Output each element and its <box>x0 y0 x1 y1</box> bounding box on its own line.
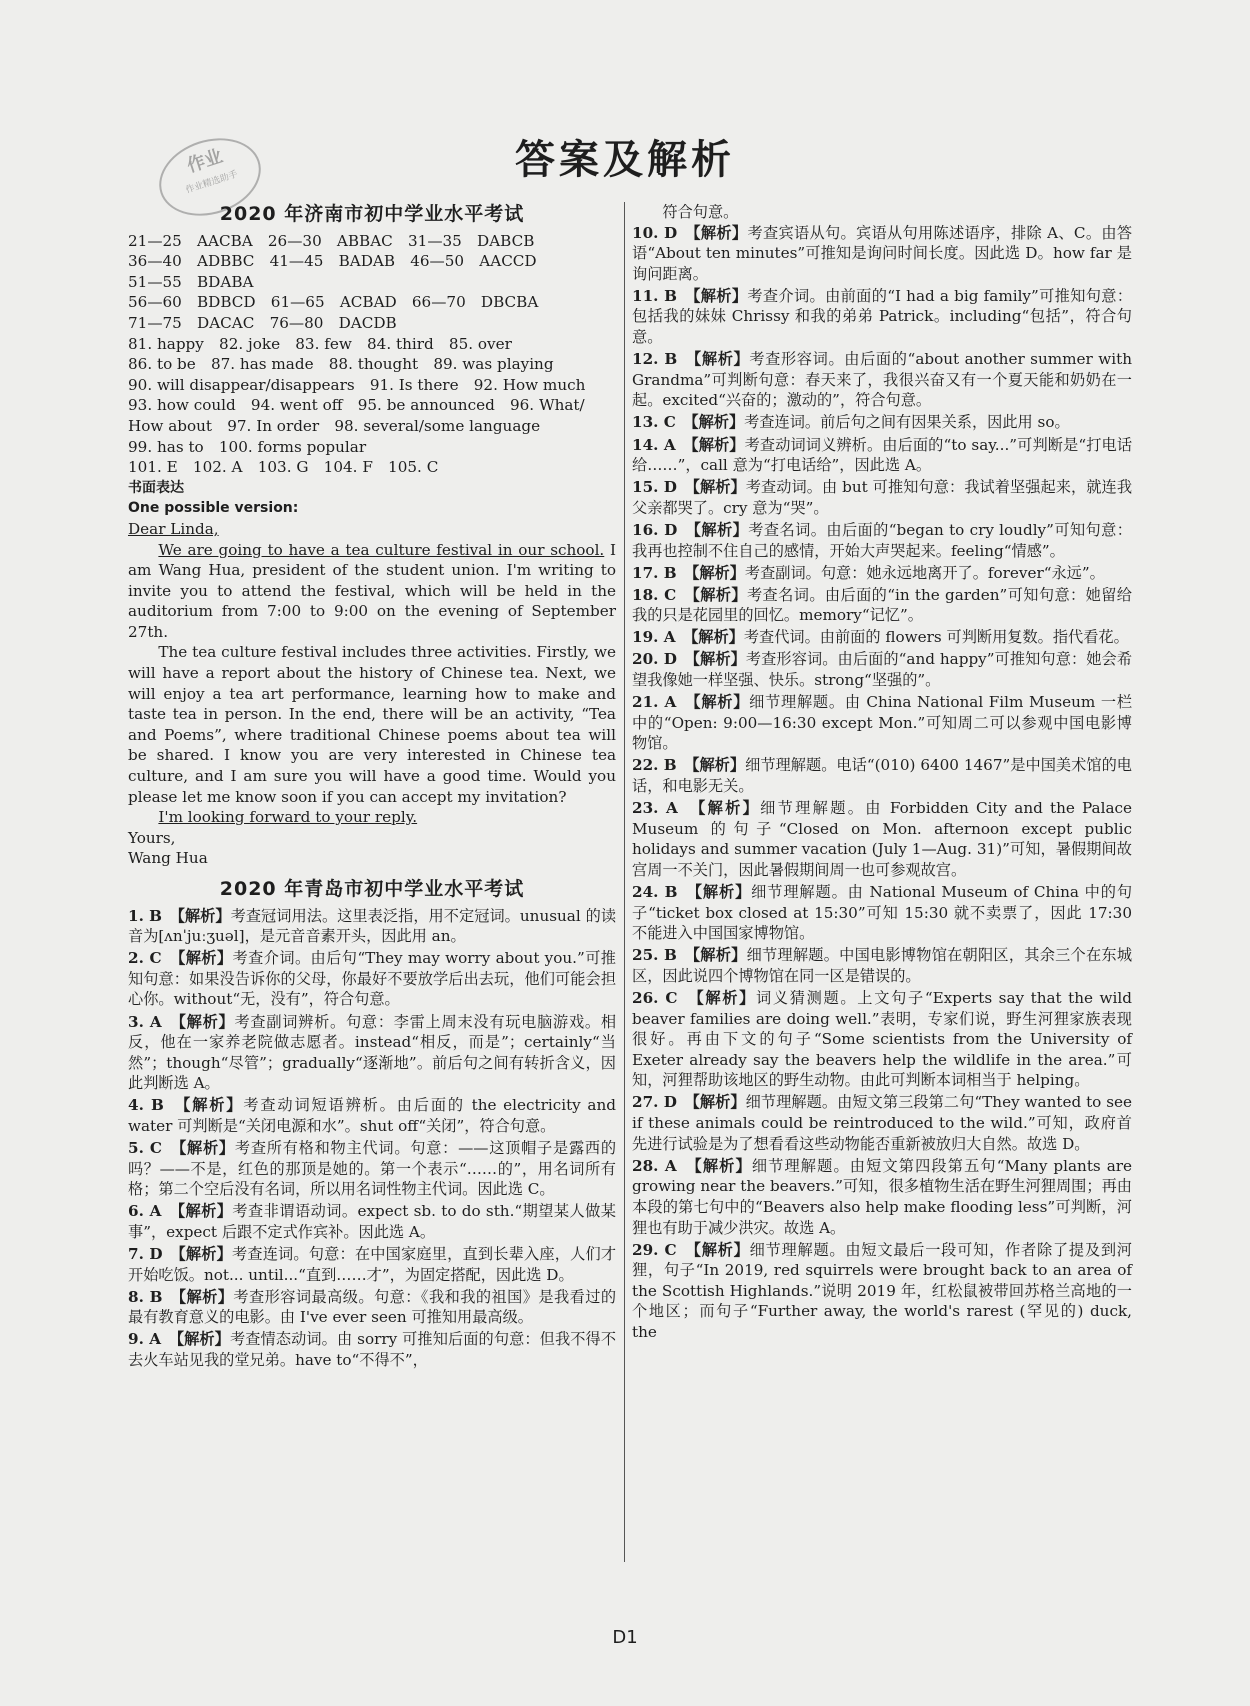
item-answer: 22. B <box>632 756 677 775</box>
explanation-item <box>632 798 1132 880</box>
analysis-tag: 【解析】 <box>693 350 750 369</box>
item-answer: 6. A <box>128 1202 162 1221</box>
item-text: 考查冠词用法。这里表泛指，用不定冠词。unusual 的读音为[ʌnˈjuːʒuəl]，是元音音素开头，因此用 an。 <box>128 906 617 946</box>
item-answer: 28. A <box>632 1156 677 1175</box>
item-answer: 5. C <box>128 1139 162 1158</box>
analysis-tag: 【解析】 <box>692 650 746 669</box>
explanation-item <box>632 627 1132 648</box>
analysis-tag: 【解析】 <box>693 223 748 242</box>
item-answer: 16. D <box>632 520 678 539</box>
analysis-tag: 【解析】 <box>178 1287 234 1306</box>
letter-closing: Yours, <box>128 828 176 847</box>
item-text: 考查非谓语动词。expect sb. to do sth.“期望某人做某事”，expect 后跟不定式作宾补。因此选 A。 <box>128 1202 616 1241</box>
item-answer: 13. C <box>632 413 676 432</box>
item-text: 细节理解题。由短文第四段第五句“Many plants are growing near the beavers.”可知，很多植物生活在野生河狸周围；再由本段的第七句中的“Beavers also help make flooding less”可判断，河狸也有助于减少洪灾。故选 A。 <box>632 1156 1132 1237</box>
analysis-tag: 【解析】 <box>690 628 744 647</box>
version-label: One possible version: <box>128 500 299 517</box>
jinan-exam-heading: 2020 年济南市初中学业水平考试 <box>219 203 525 225</box>
item-text: 考查副词辨析。句意：李雷上周末没有玩电脑游戏。相反，他在一家养老院做志愿者。instead“相反，而是”；certainly“当然”；though“尽管”；gradually“逐渐地”。前后句之间有转折含义，因此判断选 A。 <box>128 1012 617 1093</box>
item-text: 考查动词。由 but 可推知句意：我试着坚强起来，就连我父亲都哭了。cry 意为“哭”。 <box>632 478 1133 517</box>
item-text: 考查连词。句意：在中国家庭里，直到长辈入座，人们才开始吃饭。not... until...“直到……才”，为固定搭配，因此选 D。 <box>128 1245 617 1284</box>
explanation-item <box>128 1012 616 1094</box>
item-answer: 7. D <box>128 1245 163 1264</box>
item-answer: 12. B <box>632 350 678 369</box>
page-number: D1 <box>612 1627 638 1648</box>
letter-paragraph-3: I'm looking forward to your reply. <box>158 808 418 827</box>
item-answer: 3. A <box>128 1012 162 1031</box>
analysis-tag: 【解析】 <box>692 286 748 305</box>
item-text: 细节理解题。电话“(010) 6400 1467”是中国美术馆的电话，和电影无关。 <box>632 756 1132 796</box>
item-answer: 27. D <box>632 1093 677 1112</box>
answer-line: 21—25 AACBA 26—30 ABBAC 31—35 DABCB <box>128 231 535 250</box>
item-answer: 19. A <box>632 628 676 647</box>
item-text: 考查代词。由前面的 flowers 可判断用复数。指代看花。 <box>743 628 1129 647</box>
page-title: 答案及解析 <box>515 137 735 183</box>
writing-label: 书面表达 <box>128 479 184 496</box>
analysis-tag: 【解析】 <box>692 946 747 965</box>
analysis-tag: 【解析】 <box>178 1245 232 1264</box>
continuation-text: 符合句意。 <box>662 203 739 221</box>
item-text: 细节理解题。由 National Museum of China 中的句子“ticket box closed at 15:30”可知 15:30 就不卖票了，因此 17:30 不能进入中国国家博物馆。 <box>632 883 1133 943</box>
writing-section <box>128 478 616 869</box>
analysis-tag: 【解析】 <box>696 988 757 1007</box>
analysis-tag: 【解析】 <box>177 949 233 968</box>
item-answer: 20. D <box>632 650 677 669</box>
item-text: 词义猜测题。上文句子“Experts say that the wild beaver families are doing well.”表明，专家们说，野生河狸家族表现很好。再由下文的句子“Some scientists from the University of Exeter already say the beavers help the wildlife in the area.”可知，河狸帮助该地区的野生动物。由此可判断本词相当于 helping。 <box>632 988 1132 1090</box>
item-text: 考查形容词。由后面的“about another summer with Grandma”可判断句意：春天来了，我很兴奋又有一个夏天能和奶奶在一起。excited“兴奋的；激动的”，符合句意。 <box>632 350 1132 410</box>
answer-line: 36—40 ADBBC 41—45 BADAB 46—50 AACCD <box>128 252 537 271</box>
answer-line: 51—55 BDABA <box>128 272 254 291</box>
explanation-item <box>128 948 616 1010</box>
answer-line: 93. how could 94. went off 95. be announced 96. What/ <box>128 396 585 415</box>
answer-key <box>128 231 616 478</box>
answer-line: 56—60 BDBCD 61—65 ACBAD 66—70 DBCBA <box>128 293 539 312</box>
explanation-item <box>632 1156 1132 1238</box>
analysis-tag: 【解析】 <box>693 520 749 539</box>
stamp-subtext: 作业精选助手 <box>184 169 240 196</box>
item-answer: 29. C <box>632 1240 677 1259</box>
analysis-tag: 【解析】 <box>177 1202 233 1221</box>
analysis-tag: 【解析】 <box>182 1096 244 1115</box>
explanation-item <box>632 223 1132 285</box>
explanation-item <box>128 1138 616 1200</box>
analysis-tag: 【解析】 <box>176 1330 230 1349</box>
analysis-tag: 【解析】 <box>691 756 746 775</box>
analysis-tag: 【解析】 <box>692 585 747 604</box>
qingdao-exam-heading: 2020 年青岛市初中学业水平考试 <box>219 878 525 900</box>
explanation-item <box>632 988 1132 1091</box>
explanation-item <box>128 1095 616 1136</box>
explanation-item <box>632 585 1132 626</box>
item-text: 考查形容词最高级。句意：《我和我的祖国》是我看过的最有教育意义的电影。由 I've ever seen 可推知用最高级。 <box>128 1287 617 1327</box>
letter-paragraph-1 <box>128 540 616 643</box>
item-answer: 24. B <box>632 883 678 901</box>
item-text: 考查动词短语辨析。由后面的 the electricity and water 可判断是“关闭电源和水”。shut off“关闭”，符合句意。 <box>128 1096 616 1136</box>
item-text: 考查宾语从句。宾语从句用陈述语序，排除 A、C。由答语“About ten minutes”可推知是询问时间长度。因此选 D。how far 是询问距离。 <box>632 223 1133 283</box>
item-text: 考查所有格和物主代词。句意：——这顶帽子是露西的吗？——不是，红色的那顶是她的。第一个表示“……的”，用名词所有格；第二个空后没有名词，所以用名词性物主代词。因此选 C。 <box>128 1139 617 1199</box>
answer-line: 99. has to 100. forms popular <box>128 437 367 456</box>
item-text: 考查副词。句意：她永远地离开了。forever“永远”。 <box>744 563 1105 582</box>
column-divider <box>624 202 625 1562</box>
explanation-item <box>632 349 1132 411</box>
analysis-tag: 【解析】 <box>691 413 745 432</box>
item-answer: 26. C <box>632 988 678 1007</box>
item-answer: 11. B <box>632 286 677 305</box>
analysis-tag: 【解析】 <box>178 1012 235 1031</box>
underlined-sentence: We are going to have a tea culture festival in our school. <box>158 540 605 559</box>
explanation-item <box>128 1287 616 1328</box>
analysis-tag: 【解析】 <box>691 435 745 454</box>
item-text: 考查名词。由后面的“in the garden”可知句意：她留给我的只是花园里的回忆。memory“记忆”。 <box>632 585 1132 625</box>
analysis-tag: 【解析】 <box>692 1093 746 1112</box>
item-text: 考查连词。前后句之间有因果关系，因此用 so。 <box>744 413 1070 432</box>
item-text: 考查情态动词。由 sorry 可推知后面的句意：但我不得不去火车站见我的堂兄弟。have to“不得不”， <box>128 1330 617 1370</box>
item-answer: 10. D <box>632 223 678 242</box>
answer-line: 81. happy 82. joke 83. few 84. third 85. over <box>128 334 512 353</box>
item-text: 细节理解题。由短文最后一段可知，作者除了提及到河狸，句子“In 2019, red squirrels were brought back to an area of the Scottish Highlands.”说明 2019 年，红松鼠被带回苏格兰高地的一个地区；而句子“Further away, the world's rarest (罕见的) duck, the <box>632 1240 1132 1341</box>
explanation-item <box>128 1329 616 1370</box>
item-text: 考查介词。由后句“They may worry about you.”可推知句意：如果没告诉你的父母，你最好不要放学后出去玩，他们可能会担心你。without“无，没有”，符合句意。 <box>128 949 616 1009</box>
item-answer: 21. A <box>632 693 677 712</box>
item-text: 考查动词词义辨析。由后面的“to say...”可判断是“打电话给……”，call 意为“打电话给”，因此选 A。 <box>632 435 1133 475</box>
item-answer: 17. B <box>632 563 677 582</box>
stamp-text: 作业 <box>184 145 226 177</box>
analysis-tag: 【解析】 <box>177 906 231 925</box>
item-text: 考查介词。由前面的“I had a big family”可推知句意：包括我的妹妹 Chrissy 和我的弟弟 Patrick。including“包括”，符合句意。 <box>632 286 1133 347</box>
explanation-item <box>632 692 1132 754</box>
answer-line: 71—75 DACAC 76—80 DACDB <box>128 313 397 332</box>
explanation-item <box>632 435 1132 476</box>
analysis-tag: 【解析】 <box>692 693 750 712</box>
analysis-tag: 【解析】 <box>694 1156 752 1175</box>
item-answer: 1. B <box>128 906 163 925</box>
item-answer: 14. A <box>632 435 676 454</box>
salutation: Dear Linda, <box>128 519 219 538</box>
left-explanations <box>128 906 616 1371</box>
item-text: 考查名词。由后面的“began to cry loudly”可知句意：我再也控制不住自己的感情，开始大声哭起来。feeling“情感”。 <box>632 520 1132 560</box>
explanation-item <box>632 477 1132 518</box>
analysis-tag: 【解析】 <box>693 1240 750 1259</box>
item-answer: 4. B <box>128 1096 164 1115</box>
answer-line: 86. to be 87. has made 88. thought 89. was playing <box>128 355 554 374</box>
explanation-item <box>632 755 1132 796</box>
analysis-tag: 【解析】 <box>692 478 746 497</box>
explanation-item <box>128 1201 616 1242</box>
letter-paragraph-2: The tea culture festival includes three activities. Firstly, we will have a report about the history of Chinese tea. Next, we will enjoy a tea art performance, learning how to make and taste tea in person. In the end, there will be an activity, “Tea and Poems”, where traditional Chinese poems about tea will be shared. I know you are very interested in Chinese tea culture, and I am sure you will have a good time. Would you please let me know soon if you can accept my invitation? <box>128 643 616 806</box>
item-text: 细节理解题。由 China National Film Museum 一栏中的“Open: 9:00—16:30 except Mon.”可知周二可以参观中国电影博物馆。 <box>632 693 1133 753</box>
answer-line: 90. will disappear/disappears 91. Is there 92. How much <box>128 375 586 394</box>
explanation-item <box>632 286 1132 348</box>
analysis-tag: 【解析】 <box>694 883 752 901</box>
explanation-item <box>632 412 1132 433</box>
explanation-item <box>632 882 1132 944</box>
item-answer: 23. A <box>632 799 678 818</box>
item-answer: 8. B <box>128 1287 163 1306</box>
explanation-item <box>632 1092 1132 1154</box>
right-explanations <box>632 223 1132 1343</box>
analysis-tag: 【解析】 <box>691 563 745 582</box>
answer-line: How about 97. In order 98. several/some language <box>128 416 541 435</box>
analysis-tag: 【解析】 <box>178 1139 235 1158</box>
item-answer: 9. A <box>128 1330 162 1349</box>
item-text: 细节理解题。由短文第三段第二句“They wanted to see if these animals could be reintroduced to the wild.”可知，政府首先进行试验是为了想看看这些动物能否重新被放归大自然。故选 D。 <box>632 1093 1132 1153</box>
explanation-item <box>632 945 1132 986</box>
explanation-item <box>632 649 1132 690</box>
analysis-tag: 【解析】 <box>697 799 761 818</box>
paragraph-text: I am Wang Hua, president of the student union. I'm writing to invite you to attend the festival, which will be held in the auditorium from 7:00 to 9:00 on the evening of September 27th. <box>128 540 617 641</box>
item-text: 考查形容词。由后面的“and happy”可推知句意：她会希望我像她一样坚强、快乐。strong“坚强的”。 <box>632 650 1133 690</box>
right-column <box>632 202 1132 1344</box>
item-text: 细节理解题。中国电影博物馆在朝阳区，其余三个在东城区，因此说四个博物馆在同一区是错误的。 <box>632 946 1133 985</box>
explanation-item <box>632 520 1132 561</box>
answer-line: 101. E 102. A 103. G 104. F 105. C <box>128 458 439 477</box>
explanation-item <box>632 1240 1132 1343</box>
explanation-item <box>128 906 616 947</box>
letter-signature: Wang Hua <box>128 849 208 868</box>
item-answer: 15. D <box>632 478 677 497</box>
item-answer: 25. B <box>632 946 677 965</box>
left-column <box>128 198 616 1372</box>
item-answer: 2. C <box>128 949 162 968</box>
item-text: 细节理解题。由 Forbidden City and the Palace Museum 的句子“Closed on Mon. afternoon except public holidays and summer vacation (July 1—Aug. 31)”可知，暑假期间故宫周一不关门，因此暑假期间周一也可参观故宫。 <box>632 799 1133 879</box>
item-answer: 18. C <box>632 585 677 604</box>
explanation-item <box>128 1244 616 1285</box>
explanation-item <box>632 563 1132 584</box>
